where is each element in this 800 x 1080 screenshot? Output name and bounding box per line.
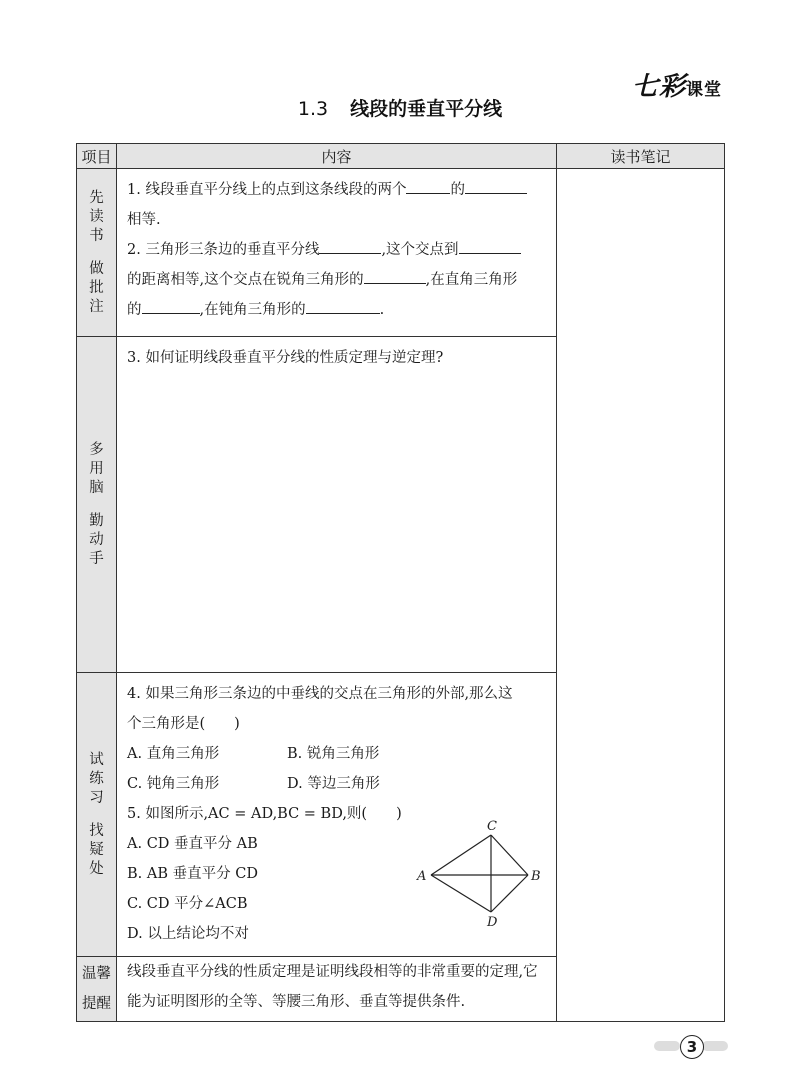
brand-part2: 课堂	[686, 80, 722, 100]
side-label-tip-2: 提醒	[82, 996, 111, 1012]
question-4-options-row2	[127, 769, 548, 799]
question-3: 3. 如何证明线段垂直平分线的性质定理与逆定理?	[127, 350, 444, 366]
brand-part1: 七彩	[631, 72, 686, 102]
side-label-tip	[77, 957, 117, 1022]
question-2: 2. 三角形三条边的垂直平分线 ,这个交点到	[127, 235, 548, 265]
q4-option-c[interactable]: C. 钝角三角形	[127, 776, 220, 792]
q5-option-c[interactable]: C. CD 平分∠ACB	[127, 896, 248, 912]
section-title: 线段的垂直平分线	[350, 98, 503, 120]
q5-option-d[interactable]: D. 以上结论均不对	[127, 926, 249, 942]
study-table	[76, 143, 725, 1022]
side-label-read-2: 做批注	[89, 260, 104, 315]
segment-CB	[491, 835, 528, 875]
page-number: 3	[680, 1035, 704, 1059]
question-1-cont: 相等.	[127, 212, 161, 228]
footer-right-bar	[702, 1041, 728, 1051]
side-label-practice-2: 找疑处	[89, 822, 104, 877]
point-label-D: D	[487, 915, 498, 929]
segment-BD	[491, 875, 528, 912]
tip-text: 线段垂直平分线的性质定理是证明线段相等的非常重要的定理,它能为证明图形的全等、等腰三角形、垂直等提供条件.	[127, 964, 538, 1010]
q5-option-a[interactable]: A. CD 垂直平分 AB	[127, 836, 258, 852]
segment-AC	[431, 835, 491, 875]
side-label-think-2: 勤动手	[89, 512, 104, 567]
header-notes: 读书笔记	[557, 144, 725, 169]
question-2-line2: 的距离相等,这个交点在锐角三角形的 ,在直角三角形	[127, 265, 548, 295]
page-footer	[654, 1034, 726, 1060]
header-content: 内容	[117, 144, 557, 169]
kite-figure	[413, 819, 543, 929]
side-label-practice	[77, 673, 117, 957]
side-label-tip-1: 温馨	[82, 966, 111, 982]
row-read	[77, 169, 725, 337]
point-label-A: A	[417, 869, 427, 884]
blank-1b[interactable]	[465, 175, 527, 194]
section-number: 1.3	[297, 98, 329, 120]
notes-area[interactable]	[557, 169, 725, 1022]
page-title	[0, 94, 800, 121]
question-4-stem1: 4. 如果三角形三条边的中垂线的交点在三角形的外部,那么这	[127, 686, 513, 702]
point-label-B: B	[531, 869, 541, 884]
blank-2a[interactable]	[319, 235, 381, 254]
content-tip	[117, 957, 557, 1022]
question-4-options-row1	[127, 739, 548, 769]
q4-option-a[interactable]: A. 直角三角形	[127, 746, 220, 762]
question-2-line3: 的 ,在钝角三角形的 .	[127, 295, 548, 325]
blank-2d[interactable]	[142, 295, 200, 314]
footer-left-bar	[654, 1041, 680, 1051]
q4-option-b[interactable]: B. 锐角三角形	[287, 746, 380, 762]
segment-DA	[431, 875, 491, 912]
blank-1a[interactable]	[406, 175, 450, 194]
blank-2c[interactable]	[364, 265, 426, 284]
side-label-practice-1: 试练习	[89, 751, 104, 806]
content-think[interactable]	[117, 337, 557, 673]
content-practice	[117, 673, 557, 957]
q4-option-d[interactable]: D. 等边三角形	[287, 776, 380, 792]
side-label-read-1: 先读书	[89, 189, 104, 244]
blank-2b[interactable]	[459, 235, 521, 254]
question-5-stem: 5. 如图所示,AC = AD,BC = BD,则( )	[127, 806, 402, 822]
side-label-think-1: 多用脑	[89, 441, 104, 496]
point-label-C: C	[487, 819, 497, 834]
question-1: 1. 线段垂直平分线上的点到这条线段的两个 的	[127, 175, 548, 205]
side-label-think	[77, 337, 117, 673]
q5-option-b[interactable]: B. AB 垂直平分 CD	[127, 866, 258, 882]
side-label-read	[77, 169, 117, 337]
header-item: 项目	[77, 144, 117, 169]
question-4-stem2: 个三角形是( )	[127, 716, 240, 732]
header-row	[77, 144, 725, 169]
blank-2e[interactable]	[306, 295, 380, 314]
content-read	[117, 169, 557, 337]
